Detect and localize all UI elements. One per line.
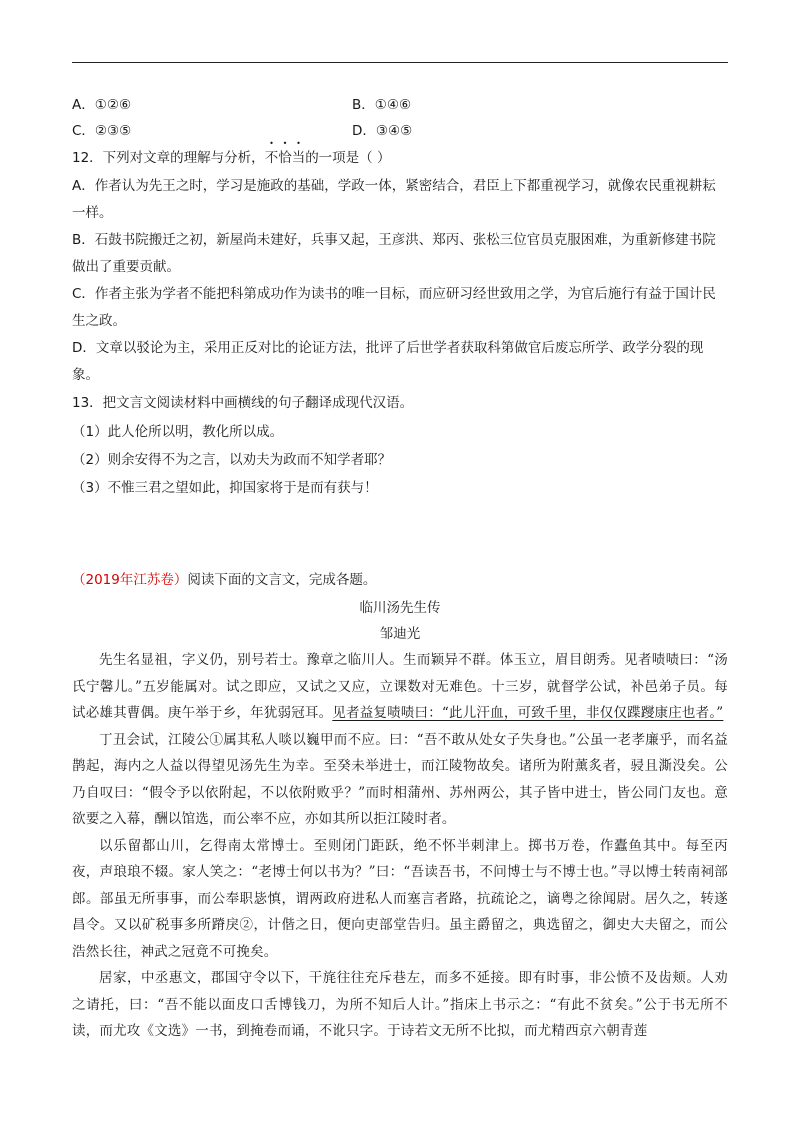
question-12-option-c: C．作者主张为学者不能把科第成功作为读书的唯一目标，而应研习经世致用之学，为官后施行有益于国计民生之政。	[72, 286, 716, 329]
emphasis-dot-char: 恰	[278, 150, 292, 166]
passage-body	[72, 647, 728, 1045]
question-12-stem: 12．下列对文章的理解与分析，不恰当的一项是（ ）	[72, 150, 391, 166]
option-row-2	[72, 118, 728, 144]
option-a: A．①②⑥	[72, 97, 132, 113]
question-13-sub-1: （1）此人伦所以明，教化所以成。	[72, 424, 284, 440]
passage-paragraph-3: 以乐留都山川，乞得南太常博士。至则闭门距跃，绝不怀半刺津上。掷书万卷，作蠹鱼其中。每至丙夜，声琅琅不辍。家人笑之：“老博士何以书为？”曰：“吾读吾书，不问博士与不博士也。”寻以博士转南祠部郎。部虽无所事事，而公奉职毖慎，谓两政府进私人而塞言者路，抗疏论之，谪粤之徐闻尉。居久之，转遂昌令。又以矿税事多所蹐戾②，计偕之日，便向吏部堂告归。虽主爵留之，典选留之，御史大夫留之，而公浩然长往，神武之冠竟不可挽矣。	[72, 837, 728, 960]
passage-author: 邹迪光	[379, 626, 421, 642]
question-13-sub-2: （2）则余安得不为之言，以劝夫为政而不知学者耶？	[72, 452, 392, 468]
question-12-option-b: B．石鼓书院搬迁之初，新屋尚未建好，兵事又起，王彦洪、郑丙、张松三位官员克服困难，为重新修建书院做出了重要贡献。	[72, 232, 716, 275]
passage-instruction: （2019年江苏卷）阅读下面的文言文，完成各题。	[72, 572, 377, 588]
emphasis-dot-char: 不	[264, 150, 279, 166]
passage-paragraph-1: 先生名显祖，字义仍，别号若士。豫章之临川人。生而颖异不群。体玉立，眉目朗秀。见者啧啧曰：“汤氏宁馨儿。”五岁能属对。试之即应，又试之又应，立课数对无难色。十三岁，就督学公试，补邑弟子员。每试必雄其曹偶。庚午举于乡，年犹弱冠耳。见者益复啧啧曰：“此儿汗血，可致千里，非仅仅蹀躞康庄也者。”	[72, 652, 728, 721]
question-13-stem: 13．把文言文阅读材料中画横线的句子翻译成现代汉语。	[72, 395, 414, 411]
option-b: B．①④⑥	[352, 97, 412, 113]
passage-paragraph-4: 居家，中丞惠文，郡国守令以下，干旄往往充斥巷左，而多不延接。即有时事，非公愤不及齿颊。人劝之请托，曰：“吾不能以面皮口舌博钱刀，为所不知后人计。”指床上书示之：“有此不贫矣。”公于书无所不读，而尤攻《文选》一书，到掩卷而诵，不讹只字。于诗若文无所不比拟，而尤精西京六朝青莲	[72, 970, 728, 1039]
document-page	[72, 92, 728, 1045]
question-12-option-d: D．文章以驳论为主，采用正反对比的论证方法，批评了后世学者获取科第做官后废忘所学、政学分裂的现象。	[72, 340, 704, 383]
question-13-sub-3: （3）不惟三君之望如此，抑国家将于是而有获与！	[72, 480, 378, 496]
passage-title: 临川汤先生传	[359, 600, 441, 616]
emphasis-dot-char: 当	[291, 150, 306, 166]
passage-paragraph-2: 丁丑会试，江陵公①属其私人啖以巍甲而不应。曰：“吾不敢从处女子失身也。”公虽一老孝廉乎，而名益鹊起，海内之人益以得望见汤先生为幸。至癸未举进士，而江陵物故矣。诸所为附薰炙者，骎且澌没矣。公乃自叹曰：“假令予以依附起，不以依附败乎？”而时相蒲州、苏州两公，其子皆中进士，皆公同门友也。意欲要之入幕，酬以馆选，而公率不应，亦如其所以拒江陵时者。	[72, 731, 728, 827]
question-12-option-a: A．作者认为先王之时，学习是施政的基础，学政一体，紧密结合，君臣上下都重视学习，就像农民重视耕耘一样。	[72, 178, 716, 221]
option-d: D．③④⑤	[352, 123, 413, 139]
option-row-1	[72, 92, 728, 118]
underlined-sentence: 见者益复啧啧曰：“此儿汗血，可致千里，非仅仅蹀躞康庄也者。”	[332, 705, 724, 721]
header-rule	[72, 62, 728, 63]
exam-source: （2019年江苏卷）	[72, 572, 188, 588]
option-c: C．②③⑤	[72, 123, 132, 139]
